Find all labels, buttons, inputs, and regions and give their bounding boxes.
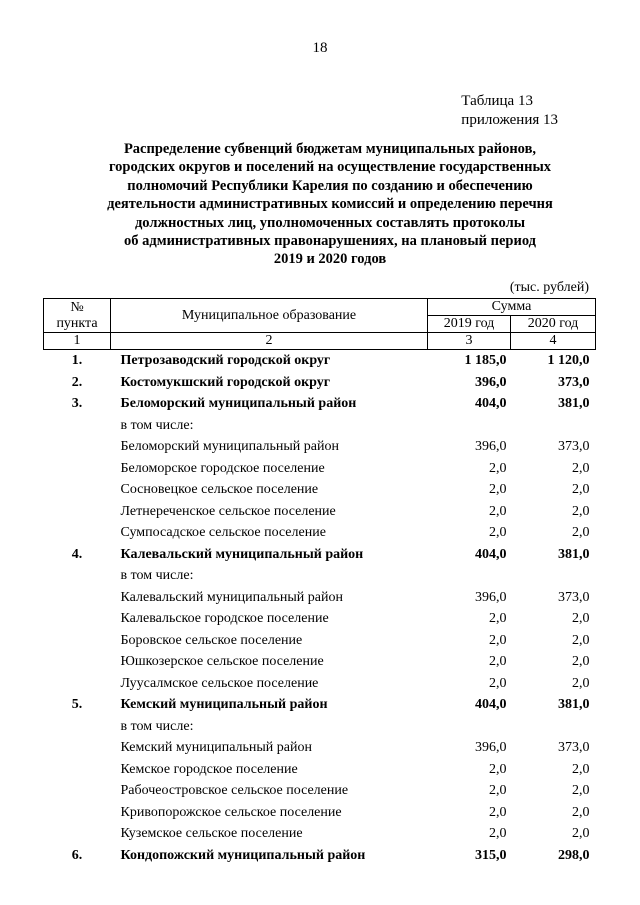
value-2019-cell: 404,0	[475, 697, 507, 712]
column-number: 2	[111, 333, 428, 350]
table-row	[44, 608, 596, 630]
value-2019-cell: 2,0	[489, 675, 507, 691]
value-2020-cell	[511, 716, 596, 738]
municipality-cell: Беломорский муниципальный район	[120, 439, 339, 454]
column-number: 4	[511, 333, 596, 350]
table-row	[44, 716, 596, 738]
title-line: городских округов и поселений на осуществление государственных	[108, 159, 552, 176]
value-2019-cell: 2,0	[489, 654, 507, 669]
row-number-cell: 5.	[71, 697, 83, 712]
value-2019-cell: 1 185,0	[464, 353, 507, 368]
value-2020-cell	[511, 415, 596, 437]
municipality-cell: в том числе:	[120, 568, 194, 583]
table-row	[44, 694, 596, 716]
value-2019-cell: 2,0	[489, 611, 507, 626]
appendix-number: приложения 13	[461, 112, 558, 128]
value-2019-cell: 404,0	[475, 396, 507, 411]
value-2020-cell: 298,0	[558, 847, 590, 863]
municipality-cell: Рабочеостровское сельское поселение	[120, 783, 349, 798]
table-body	[44, 350, 596, 867]
row-number-cell	[44, 630, 111, 652]
municipality-cell: Беломорское городское поселение	[120, 460, 325, 476]
value-2020-cell	[511, 565, 596, 587]
table-row	[44, 780, 596, 802]
column-number: 1	[44, 333, 111, 350]
title-line: Распределение субвенций бюджетам муниципальных районов,	[123, 141, 537, 157]
municipality-cell: Сумпосадское сельское поселение	[120, 525, 326, 540]
value-2019-cell: 2,0	[489, 460, 507, 476]
table-number: Таблица 13	[461, 93, 533, 109]
municipality-cell: Кемский муниципальный район	[120, 740, 312, 755]
value-2020-cell: 2,0	[572, 761, 590, 777]
value-2020-cell: 373,0	[558, 740, 590, 755]
row-number-cell	[44, 651, 111, 673]
value-2019-cell: 2,0	[489, 804, 507, 820]
municipality-cell: Кемский муниципальный район	[120, 697, 328, 712]
value-2019-cell: 2,0	[489, 503, 507, 519]
row-number-cell	[44, 673, 111, 695]
table-row	[44, 350, 596, 372]
value-2019-cell: 315,0	[475, 847, 507, 863]
row-number-cell	[44, 458, 111, 480]
header-2020: 2020 год	[511, 316, 596, 333]
header-number-line1: №	[70, 299, 84, 315]
table-reference	[461, 92, 558, 130]
title-line: об административных правонарушениях, на плановый период	[123, 233, 536, 250]
value-2019-cell: 2,0	[489, 761, 507, 777]
title-line: полномочий Республики Карелия по созданию и обеспечению	[127, 177, 533, 194]
subsidies-table	[43, 298, 596, 866]
row-number-cell	[44, 608, 111, 630]
title-line: должностных лиц, уполномоченных составлять протоколы	[134, 214, 526, 231]
row-number-cell	[44, 737, 111, 759]
value-2019-cell: 396,0	[475, 740, 507, 755]
municipality-cell: Кривопорожское сельское поселение	[120, 804, 342, 820]
value-2020-cell: 2,0	[572, 783, 590, 798]
table-row	[44, 501, 596, 523]
value-2020-cell: 2,0	[572, 826, 590, 841]
table-row	[44, 415, 596, 437]
value-2019-cell: 2,0	[489, 482, 507, 497]
table-row	[44, 737, 596, 759]
value-2019-cell: 404,0	[475, 546, 507, 562]
municipality-cell: Петрозаводский городской округ	[120, 353, 331, 368]
table-row	[44, 823, 596, 845]
table-header	[44, 299, 596, 350]
header-2019: 2019 год	[428, 316, 511, 333]
table-row	[44, 759, 596, 781]
value-2019-cell: 396,0	[475, 374, 507, 390]
value-2020-cell: 373,0	[558, 589, 590, 605]
table-row	[44, 673, 596, 695]
value-2020-cell: 2,0	[572, 675, 590, 691]
value-2019-cell	[428, 565, 511, 587]
header-municipality: Муниципальное образование	[111, 299, 428, 333]
value-2019-cell: 396,0	[475, 439, 507, 454]
table-row	[44, 436, 596, 458]
municipality-cell: Сосновецкое сельское поселение	[120, 482, 319, 497]
municipality-cell: Беломорский муниципальный район	[120, 396, 357, 411]
row-number-cell: 4.	[71, 546, 83, 562]
value-2019-cell: 2,0	[489, 783, 507, 798]
row-number-cell	[44, 565, 111, 587]
value-2019-cell: 2,0	[489, 525, 507, 540]
row-number-cell	[44, 802, 111, 824]
value-2019-cell: 2,0	[489, 632, 507, 648]
row-number-cell: 6.	[71, 847, 83, 863]
value-2019-cell: 396,0	[475, 589, 507, 605]
row-number-cell	[44, 823, 111, 845]
table-row	[44, 630, 596, 652]
title-line: 2019 и 2020 годов	[273, 251, 387, 268]
header-number	[44, 299, 111, 333]
value-2020-cell: 2,0	[572, 611, 590, 626]
value-2020-cell: 2,0	[572, 654, 590, 669]
row-number-cell	[44, 716, 111, 738]
table-row	[44, 845, 596, 867]
municipality-cell: Летнереченское сельское поселение	[120, 503, 336, 519]
value-2020-cell: 2,0	[572, 503, 590, 519]
value-2020-cell: 381,0	[558, 697, 590, 712]
value-2019-cell	[428, 716, 511, 738]
table-row	[44, 565, 596, 587]
value-2020-cell: 381,0	[558, 546, 590, 562]
municipality-cell: в том числе:	[120, 718, 194, 734]
units-label: (тыс. рублей)	[509, 280, 589, 295]
municipality-cell: Калевальский муниципальный район	[120, 589, 343, 605]
value-2020-cell: 1 120,0	[547, 353, 590, 368]
municipality-cell: Боровское сельское поселение	[120, 632, 303, 648]
row-number-cell: 1.	[71, 353, 83, 368]
table-row	[44, 393, 596, 415]
table-row	[44, 544, 596, 566]
value-2020-cell: 2,0	[572, 525, 590, 540]
municipality-cell: Костомукшский городской округ	[120, 374, 331, 390]
value-2019-cell	[428, 415, 511, 437]
table-row	[44, 458, 596, 480]
row-number-cell	[44, 436, 111, 458]
table-row	[44, 802, 596, 824]
title-line: деятельности административных комиссий и определению перечня	[107, 196, 553, 213]
table-row	[44, 587, 596, 609]
column-number: 3	[428, 333, 511, 350]
value-2020-cell: 381,0	[558, 396, 590, 411]
municipality-cell: в том числе:	[120, 417, 194, 433]
municipality-cell: Луусалмское сельское поселение	[120, 675, 319, 691]
value-2020-cell: 373,0	[558, 374, 590, 390]
header-sum: Сумма	[428, 299, 596, 316]
row-number-cell	[44, 780, 111, 802]
value-2020-cell: 2,0	[572, 804, 590, 820]
value-2020-cell: 2,0	[572, 482, 590, 497]
table-row	[44, 651, 596, 673]
table-row	[44, 479, 596, 501]
municipality-cell: Калевальский муниципальный район	[120, 546, 364, 562]
row-number-cell	[44, 587, 111, 609]
municipality-cell: Кондопожский муниципальный район	[120, 847, 366, 863]
municipality-cell: Кемское городское поселение	[120, 761, 298, 777]
row-number-cell	[44, 522, 111, 544]
row-number-cell	[44, 759, 111, 781]
value-2019-cell: 2,0	[489, 826, 507, 841]
value-2020-cell: 373,0	[558, 439, 590, 454]
header-number-line2: пункта	[56, 315, 98, 331]
document-title	[60, 140, 600, 269]
row-number-cell	[44, 479, 111, 501]
row-number-cell	[44, 415, 111, 437]
row-number-cell: 2.	[71, 374, 83, 390]
table-row	[44, 372, 596, 394]
page-number: 18	[312, 40, 328, 56]
municipality-cell: Юшкозерское сельское поселение	[120, 654, 324, 669]
table-row	[44, 522, 596, 544]
value-2020-cell: 2,0	[572, 632, 590, 648]
municipality-cell: Калевальское городское поселение	[120, 611, 329, 626]
row-number-cell: 3.	[71, 396, 83, 411]
municipality-cell: Куземское сельское поселение	[120, 826, 303, 841]
row-number-cell	[44, 501, 111, 523]
value-2020-cell: 2,0	[572, 460, 590, 476]
